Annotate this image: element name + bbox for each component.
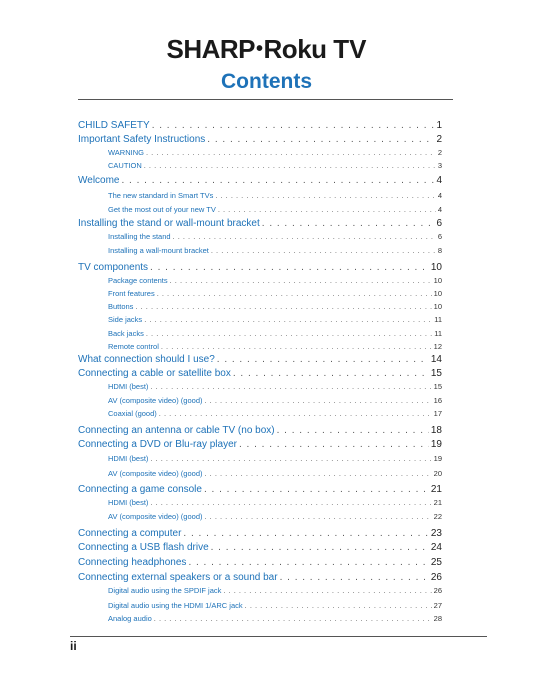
toc-entry-label: Connecting headphones <box>78 557 187 568</box>
toc-entry-page: 2 <box>437 148 442 157</box>
toc-entry[interactable] <box>78 120 442 131</box>
toc-entry[interactable] <box>78 396 442 405</box>
toc-entry[interactable] <box>78 601 442 610</box>
toc-entry-label: Buttons <box>108 302 134 311</box>
toc-entry-page: 3 <box>437 161 442 170</box>
toc-entry-page: 18 <box>430 425 442 436</box>
toc-leader-dots <box>204 484 429 495</box>
toc-leader-dots <box>280 572 429 583</box>
toc-leader-dots <box>173 232 436 241</box>
toc-leader-dots <box>146 329 432 338</box>
toc-entry-page: 28 <box>433 614 442 623</box>
toc-leader-dots <box>218 205 436 214</box>
toc-leader-dots <box>170 276 432 285</box>
toc-leader-dots <box>262 218 435 229</box>
toc-entry-label: Digital audio using the SPDIF jack <box>108 586 222 595</box>
toc-entry[interactable] <box>78 368 442 379</box>
toc-leader-dots <box>150 262 429 273</box>
toc-entry-label: Analog audio <box>108 614 152 623</box>
toc-entry[interactable] <box>78 469 442 478</box>
toc-leader-dots <box>211 542 429 553</box>
brand-logo <box>0 34 533 65</box>
toc-entry-page: 19 <box>430 439 442 450</box>
toc-entry-label: AV (composite video) (good) <box>108 512 203 521</box>
toc-leader-dots <box>239 439 429 450</box>
toc-entry-page: 11 <box>434 315 442 324</box>
toc-leader-dots <box>205 396 432 405</box>
toc-entry[interactable] <box>78 175 442 186</box>
toc-entry-page: 10 <box>430 262 442 273</box>
toc-entry[interactable] <box>78 614 442 623</box>
title-divider <box>78 99 453 100</box>
toc-entry[interactable] <box>78 354 442 365</box>
toc-entry[interactable] <box>78 498 442 507</box>
toc-leader-dots <box>144 315 432 324</box>
brand-tv: TV <box>333 34 367 64</box>
toc-leader-dots <box>161 342 432 351</box>
toc-entry-page: 19 <box>433 454 442 463</box>
toc-entry-label: Coaxial (good) <box>108 409 157 418</box>
toc-leader-dots <box>215 191 436 200</box>
toc-leader-dots <box>135 302 431 311</box>
toc-entry-label: Back jacks <box>108 329 144 338</box>
toc-entry-page: 6 <box>437 232 442 241</box>
toc-entry-label: HDMI (best) <box>108 454 149 463</box>
toc-entry[interactable] <box>78 161 442 170</box>
toc-entry-page: 20 <box>433 469 442 478</box>
toc-entry-label: Connecting a DVD or Blu-ray player <box>78 439 237 450</box>
toc-entry-page: 27 <box>433 601 442 610</box>
toc-leader-dots <box>150 498 431 507</box>
toc-entry-page: 15 <box>433 382 442 391</box>
toc-entry-page: 4 <box>437 205 442 214</box>
toc-entry-page: 24 <box>430 542 442 553</box>
toc-entry-label: WARNING <box>108 148 144 157</box>
toc-entry-label: AV (composite video) (good) <box>108 396 203 405</box>
toc-entry-label: Remote control <box>108 342 159 351</box>
footer-divider <box>70 636 487 637</box>
toc-entry-label: What connection should I use? <box>78 354 215 365</box>
toc-entry-page: 21 <box>433 498 442 507</box>
toc-entry-page: 12 <box>433 342 442 351</box>
toc-entry[interactable] <box>78 148 442 157</box>
toc-entry[interactable] <box>78 512 442 521</box>
brand-roku: Roku <box>263 34 327 64</box>
toc-entry-label: Important Safety Instructions <box>78 134 206 145</box>
toc-entry-page: 23 <box>430 528 442 539</box>
toc-entry-page: 10 <box>433 276 442 285</box>
toc-entry-label: Package contents <box>108 276 168 285</box>
toc-entry[interactable] <box>78 586 442 595</box>
toc-entry[interactable] <box>78 342 442 351</box>
toc-leader-dots <box>188 557 428 568</box>
toc-leader-dots <box>150 454 431 463</box>
toc-entry[interactable] <box>78 439 442 450</box>
toc-entry-page: 10 <box>433 289 442 298</box>
toc-entry[interactable] <box>78 425 442 436</box>
toc-entry-page: 21 <box>430 484 442 495</box>
toc-entry-label: Connecting a game console <box>78 484 202 495</box>
toc-entry[interactable] <box>78 454 442 463</box>
toc-leader-dots <box>157 289 432 298</box>
toc-leader-dots <box>144 161 436 170</box>
toc-leader-dots <box>152 120 435 131</box>
toc-leader-dots <box>223 586 431 595</box>
brand-dot: • <box>256 38 263 60</box>
toc-entry-label: Connecting a computer <box>78 528 182 539</box>
toc-entry-label: TV components <box>78 262 149 273</box>
page-title: Contents <box>221 70 312 93</box>
toc-entry[interactable] <box>78 329 442 338</box>
toc-entry-label: AV (composite video) (good) <box>108 469 203 478</box>
toc-entry[interactable] <box>78 289 442 298</box>
toc-entry-page: 8 <box>437 246 442 255</box>
toc-entry-page: 4 <box>436 175 442 186</box>
toc-entry-label: Connecting external speakers or a sound bar <box>78 572 278 583</box>
toc-entry-page: 25 <box>430 557 442 568</box>
toc-entry[interactable] <box>78 205 442 214</box>
toc-entry[interactable] <box>78 246 442 255</box>
toc-entry[interactable] <box>78 218 442 229</box>
toc-entry-page: 1 <box>436 120 442 131</box>
toc-leader-dots <box>217 354 429 365</box>
page-number: ii <box>70 639 77 653</box>
toc-entry[interactable] <box>78 572 442 583</box>
toc-entry[interactable] <box>78 409 442 418</box>
toc-entry-label: Connecting a USB flash drive <box>78 542 209 553</box>
toc-entry-label: Installing the stand <box>108 232 171 241</box>
toc-entry-label: The new standard in Smart TVs <box>108 191 214 200</box>
toc-entry[interactable] <box>78 315 442 324</box>
toc-entry-page: 14 <box>430 354 442 365</box>
toc-entry-page: 11 <box>434 329 442 338</box>
toc-entry-label: Get the most out of your new TV <box>108 205 216 214</box>
toc-entry-page: 17 <box>433 409 442 418</box>
toc-leader-dots <box>154 614 432 623</box>
toc-leader-dots <box>205 469 432 478</box>
toc-entry[interactable] <box>78 542 442 553</box>
toc-entry-label: Connecting a cable or satellite box <box>78 368 231 379</box>
toc-entry[interactable] <box>78 232 442 241</box>
toc-leader-dots <box>122 175 435 186</box>
toc-entry-page: 16 <box>433 396 442 405</box>
toc-entry-label: Welcome <box>78 175 120 186</box>
toc-entry-label: Front features <box>108 289 155 298</box>
toc-entry-label: CAUTION <box>108 161 142 170</box>
toc-leader-dots <box>205 512 432 521</box>
toc-leader-dots <box>233 368 429 379</box>
toc-entry-page: 6 <box>436 218 442 229</box>
toc-leader-dots <box>277 425 429 436</box>
toc-entry-page: 26 <box>433 586 442 595</box>
toc-leader-dots <box>150 382 431 391</box>
toc-entry-label: Side jacks <box>108 315 143 324</box>
toc-entry-label: CHILD SAFETY <box>78 120 150 131</box>
toc-entry-page: 15 <box>430 368 442 379</box>
toc-leader-dots <box>159 409 432 418</box>
toc-entry[interactable] <box>78 191 442 200</box>
brand-sharp: SHARP <box>166 34 256 64</box>
toc-entry[interactable] <box>78 484 442 495</box>
toc-entry-label: Installing the stand or wall-mount bracket <box>78 218 260 229</box>
toc-entry-page: 2 <box>436 134 442 145</box>
toc-entry-page: 4 <box>437 191 442 200</box>
toc-leader-dots <box>245 601 432 610</box>
toc-entry[interactable] <box>78 134 442 145</box>
toc-entry[interactable] <box>78 302 442 311</box>
toc-entry[interactable] <box>78 382 442 391</box>
toc-leader-dots <box>146 148 436 157</box>
toc-entry-label: HDMI (best) <box>108 498 149 507</box>
toc-entry[interactable] <box>78 262 442 273</box>
toc-entry-label: Installing a wall-mount bracket <box>108 246 209 255</box>
toc-entry-label: Digital audio using the HDMI 1/ARC jack <box>108 601 243 610</box>
toc-leader-dots <box>183 528 428 539</box>
toc-entry[interactable] <box>78 557 442 568</box>
toc-entry-page: 10 <box>433 302 442 311</box>
toc-entry-label: HDMI (best) <box>108 382 149 391</box>
toc-entry[interactable] <box>78 276 442 285</box>
toc-entry-page: 22 <box>433 512 442 521</box>
toc-entry[interactable] <box>78 528 442 539</box>
toc-leader-dots <box>211 246 436 255</box>
toc-entry-label: Connecting an antenna or cable TV (no box) <box>78 425 275 436</box>
toc-entry-page: 26 <box>430 572 442 583</box>
toc-leader-dots <box>207 134 434 145</box>
